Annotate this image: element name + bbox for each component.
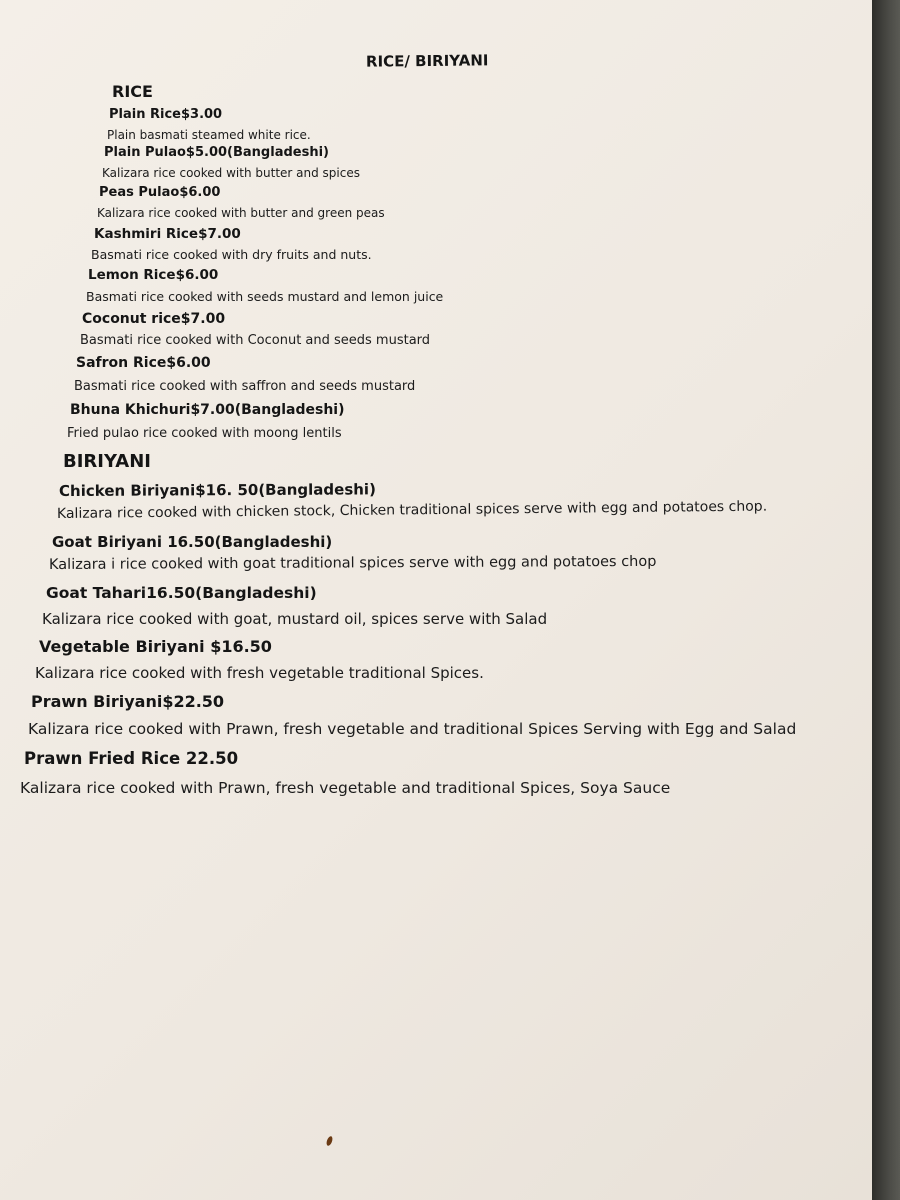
menu-item-name: Prawn Fried Rice 22.50: [24, 749, 239, 768]
menu-item-name: Goat Tahari16.50(Bangladeshi): [46, 584, 317, 602]
menu-item-description: Kalizara rice cooked with Prawn, fresh vegetable and traditional Spices Serving with Egg and Salad: [28, 720, 797, 738]
menu-item-description: Basmati rice cooked with seeds mustard and lemon juice: [86, 289, 444, 304]
menu-item-description: Kalizara rice cooked with goat, mustard oil, spices serve with Salad: [42, 610, 548, 628]
menu-item-name: Safron Rice$6.00: [76, 355, 211, 371]
menu-item-description: Kalizara i rice cooked with goat traditional spices serve with egg and potatoes chop: [48, 553, 657, 573]
menu-item-description: Kalizara rice cooked with Prawn, fresh vegetable and traditional Spices, Soya Sauce: [20, 779, 671, 797]
menu-item-description: Kalizara rice cooked with chicken stock, Chicken traditional spices serve with egg and potatoes chop.: [56, 498, 768, 522]
menu-item-description: Kalizara rice cooked with butter and spices: [102, 166, 360, 180]
page-title: RICE/ BIRIYANI: [365, 51, 489, 71]
menu-item-name: Plain Pulao$5.00(Bangladeshi): [104, 145, 329, 160]
menu-item-name: Vegetable Biriyani $16.50: [39, 637, 272, 656]
menu-item-name: Lemon Rice$6.00: [88, 267, 219, 283]
menu-item-name: Coconut rice$7.00: [82, 311, 226, 327]
menu-item-description: Kalizara rice cooked with fresh vegetable traditional Spices.: [35, 664, 484, 682]
menu-item-description: Basmati rice cooked with Coconut and seeds mustard: [80, 333, 431, 348]
menu-item-description: Kalizara rice cooked with butter and green peas: [97, 206, 385, 220]
section-title-rice: RICE: [112, 82, 153, 101]
menu-item-description: Basmati rice cooked with saffron and seeds mustard: [74, 379, 416, 394]
sauce-stain: [325, 1135, 333, 1146]
menu-item-name: Bhuna Khichuri$7.00(Bangladeshi): [70, 402, 345, 418]
menu-item-description: Plain basmati steamed white rice.: [107, 128, 311, 142]
section-title-biriyani: BIRIYANI: [63, 451, 151, 472]
menu-item-name: Chicken Biriyani$16. 50(Bangladeshi): [58, 480, 376, 500]
menu-item-description: Basmati rice cooked with dry fruits and nuts.: [91, 247, 372, 262]
menu-item-name: Peas Pulao$6.00: [99, 185, 221, 200]
menu-item-name: Kashmiri Rice$7.00: [94, 226, 241, 242]
menu-item-name: Goat Biriyani 16.50(Bangladeshi): [52, 533, 333, 551]
menu-item-description: Fried pulao rice cooked with moong lentils: [67, 426, 342, 441]
menu-item-name: Prawn Biriyani$22.50: [31, 692, 225, 711]
table-edge: [872, 0, 900, 1200]
menu-item-name: Plain Rice$3.00: [109, 107, 223, 122]
